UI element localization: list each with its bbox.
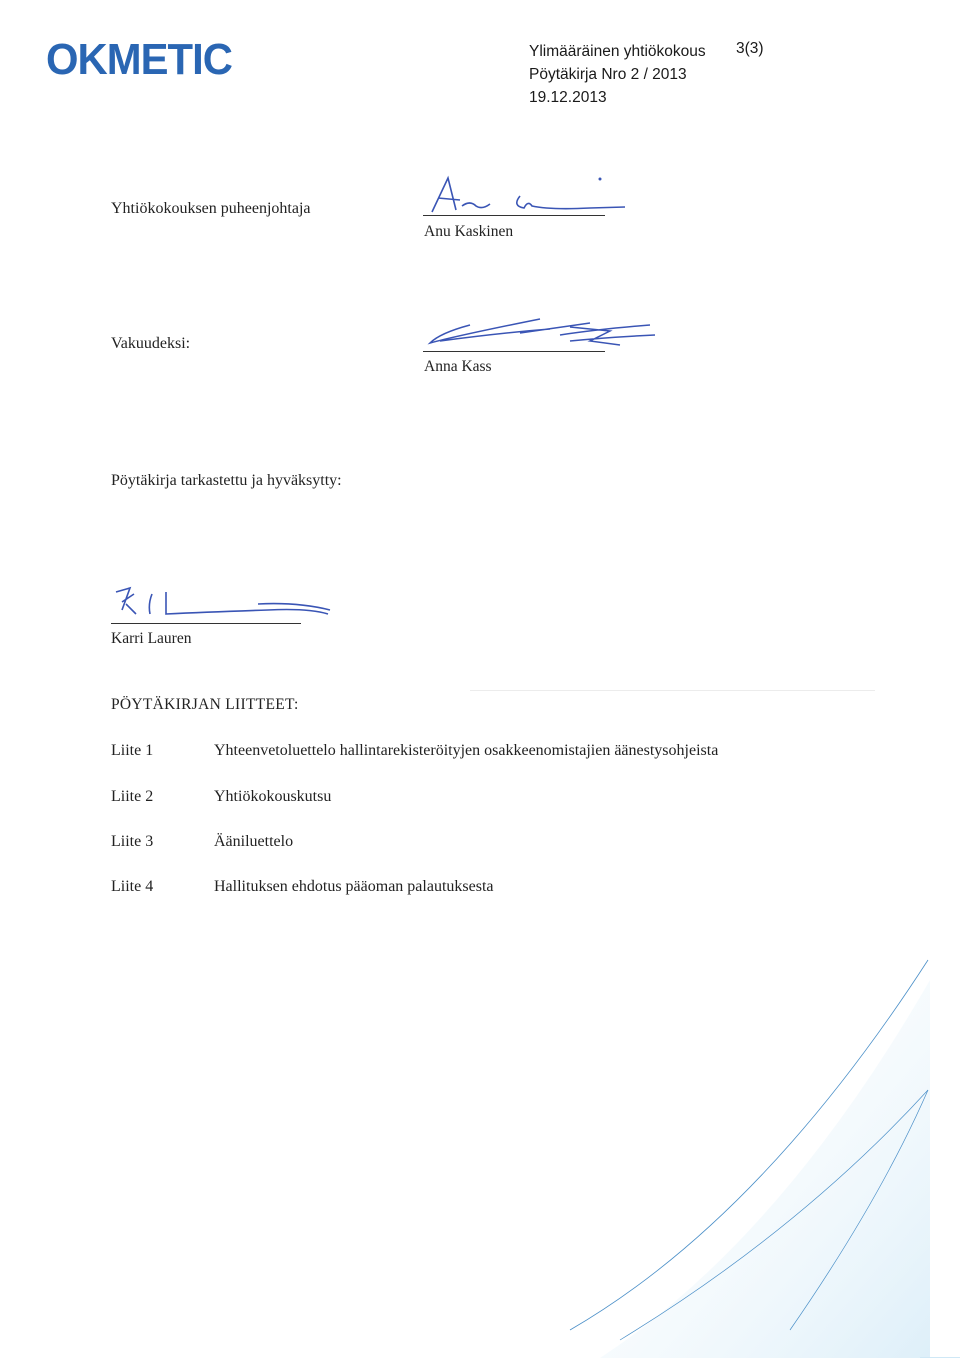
approver-signature (108, 580, 338, 625)
attachment-row (111, 878, 493, 896)
chair-name: Anu Kaskinen (424, 223, 514, 240)
confirm-label: Vakuudeksi: (111, 335, 191, 352)
meeting-title: Ylimääräinen yhtiökokous (529, 43, 706, 60)
attachments-title: PÖYTÄKIRJAN LIITTEET: (111, 696, 299, 713)
attachment-row (111, 788, 331, 806)
corner-decoration (540, 940, 960, 1358)
attachment-number: Liite 4 (111, 878, 154, 895)
okmetic-logo (46, 36, 236, 82)
minutes-number: Pöytäkirja Nro 2 / 2013 (529, 66, 687, 83)
document-header (529, 40, 706, 109)
approved-label: Pöytäkirja tarkastettu ja hyväksytty: (111, 472, 342, 489)
attachment-text: Yhteenvetoluettelo hallintarekisteröityjen osakkeenomistajien äänestysohjeista (214, 742, 719, 759)
approver-name: Karri Lauren (111, 630, 192, 647)
faint-divider (470, 690, 875, 691)
secretary-name: Anna Kass (424, 358, 492, 375)
attachment-text: Yhtiökokouskutsu (214, 788, 332, 805)
page-number: 3(3) (736, 40, 764, 57)
chair-signature (420, 170, 640, 220)
approver-signature-line (111, 623, 301, 624)
attachment-row (111, 833, 293, 851)
chair-label: Yhtiökokouksen puheenjohtaja (111, 200, 311, 217)
attachment-row (111, 742, 718, 760)
secretary-signature-line (423, 351, 605, 352)
chair-signature-line (423, 215, 605, 216)
attachment-number: Liite 3 (111, 833, 154, 850)
attachment-number: Liite 2 (111, 788, 154, 805)
attachment-text: Hallituksen ehdotus pääoman palautuksesta (214, 878, 494, 895)
document-date: 19.12.2013 (529, 89, 607, 106)
logo-text: OKMETIC (46, 36, 233, 82)
attachment-text: Ääniluettelo (214, 833, 294, 850)
attachment-number: Liite 1 (111, 742, 154, 759)
